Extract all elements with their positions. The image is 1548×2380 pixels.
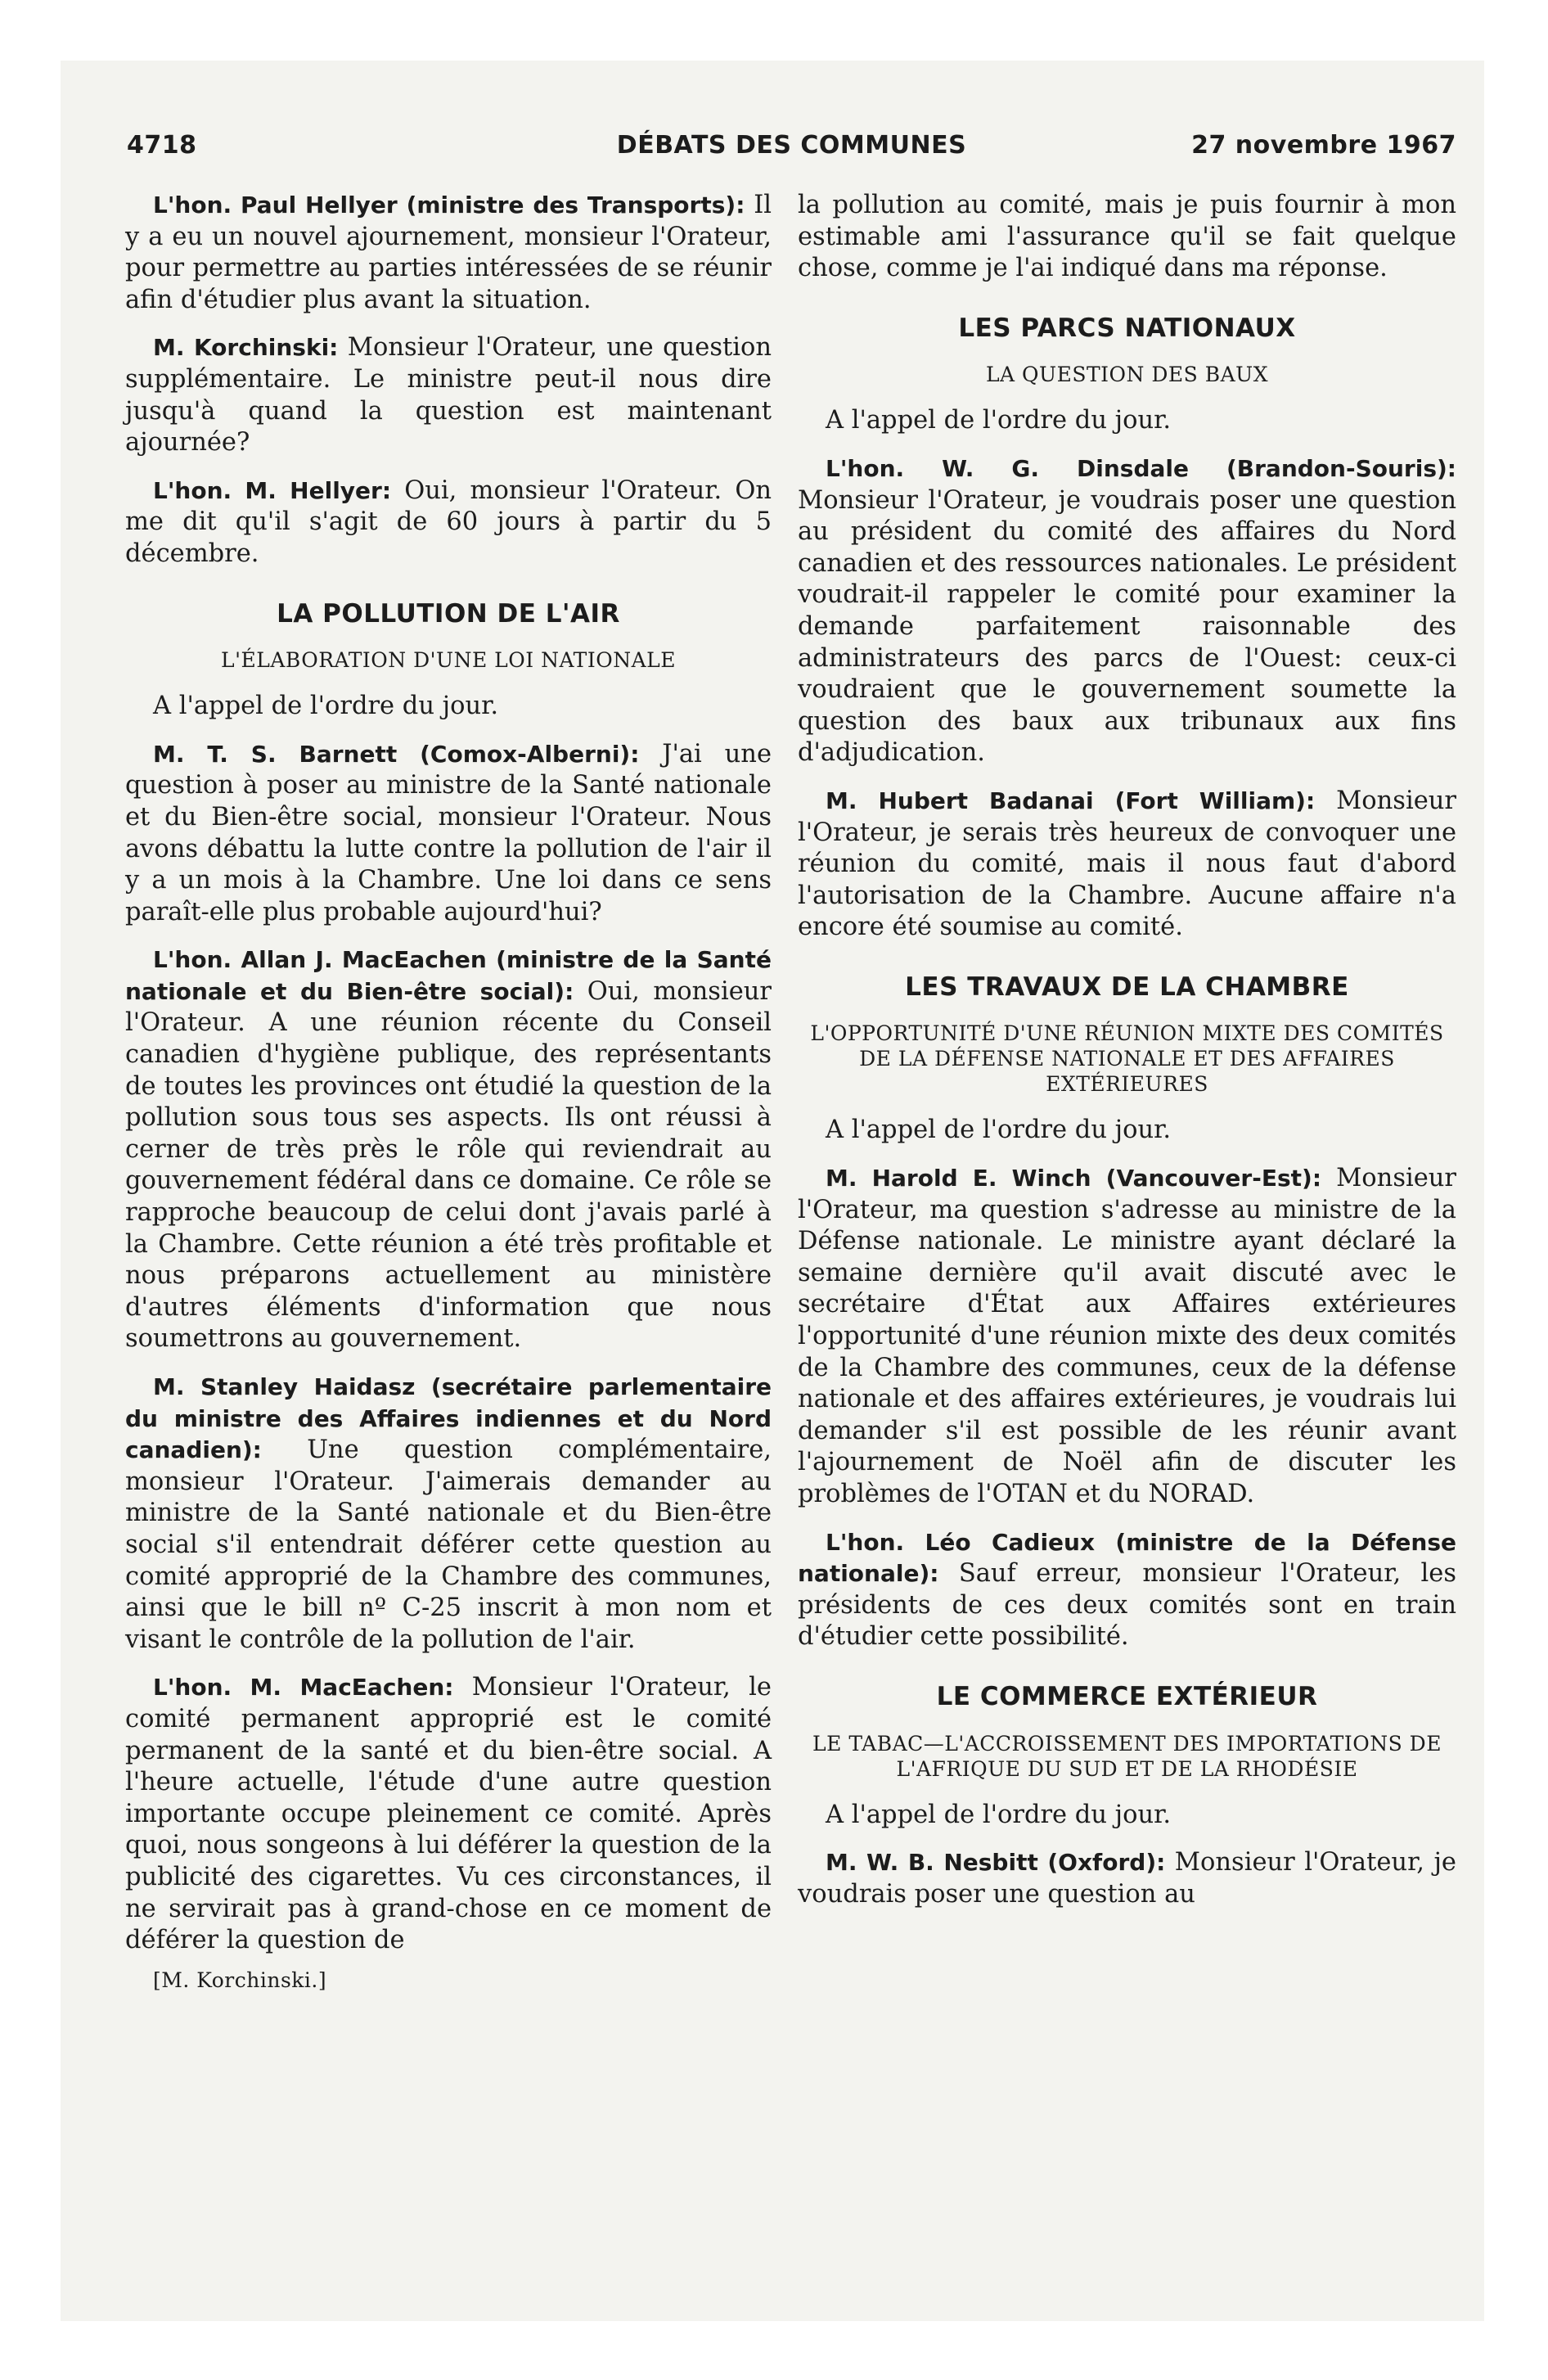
section-subheading: L'OPPORTUNITÉ D'UNE RÉUNION MIXTE DES COMITÉS DE LA DÉFENSE NATIONALE ET DES AFFAIRES EXTÉRIEURES: [810, 1021, 1444, 1097]
section-subheading: LA QUESTION DES BAUX: [985, 363, 1269, 387]
speaker-name: M. Stanley Haidasz (secrétaire parlementaire du ministre des Affaires indiennes et du Nord canadien):: [125, 1373, 772, 1464]
section-heading: LA POLLUTION DE L'AIR: [277, 598, 620, 629]
speech-text: Monsieur l'Orateur, ma question s'adresse au ministre de la Défense nationale. Le ministre ayant déclaré la semaine dernière qu'il avait discuté avec le secrétaire d'État aux Affaires extérieures l'opportunité d'une réunion mixte des deux comités de la Chambre des communes, ceux de la défense nationale et des affaires extérieures, je voudrais lui demander s'il est possible de les réunir avant l'ajournement de Noël afin de discuter les problèmes de l'OTAN et du NORAD.: [798, 1164, 1456, 1508]
speech-text: Monsieur l'Orateur, je voudrais poser une question au président du comité des affaires du Nord canadien et des ressources nationales. Le président voudrait-il rappeler le comité pour examiner la demande parfaitement raisonnable des administrateurs des parcs de l'Ouest: ceux-ci voudraient que le gouvernement soumette la question des baux aux tribunaux aux fins d'adjudication.: [798, 485, 1456, 768]
paragraph: [125, 332, 772, 458]
speech-text: Il y a eu un nouvel ajournement, monsieur l'Orateur, pour permettre au parties intéressées de se réunir afin d'étudier plus avant la situation.: [125, 191, 772, 314]
paragraph: A l'appel de l'ordre du jour.: [826, 1116, 1172, 1145]
paragraph: [798, 453, 1456, 769]
speech-text: Monsieur l'Orateur, je serais très heureux de convoquer une réunion du comité, mais il nous faut d'abord l'autorisation de la Chambre. Aucune affaire n'a encore été soumise au comité.: [798, 786, 1456, 942]
speech-text: Oui, monsieur l'Orateur. On me dit qu'il s'agit de 60 jours à partir du 5 décembre.: [125, 476, 772, 568]
paragraph: A l'appel de l'ordre du jour.: [826, 1800, 1172, 1829]
paragraph: la pollution au comité, mais je puis fournir à mon estimable ami l'assurance qu'il se fait quelque chose, comme je l'ai indiqué dans ma réponse.: [798, 191, 1456, 283]
paragraph: [798, 1847, 1456, 1910]
speaker-name: M. W. B. Nesbitt (Oxford):: [826, 1849, 1166, 1877]
speaker-name: L'hon. Allan J. MacEachen (ministre de la Santé nationale et du Bien-être social):: [125, 946, 772, 1005]
speech-text: Monsieur l'Orateur, une question supplémentaire. Le ministre peut-il nous dire jusqu'à quand la question est maintenant ajournée?: [125, 333, 772, 458]
paragraph: [798, 786, 1456, 944]
speech-text: Une question complémentaire, monsieur l'Orateur. J'aimerais demander au ministre de la Santé nationale et du Bien-être social s'il entendrait déférer cette question au comité approprié de la Chambre des communes, ainsi que le bill nº C-25 inscrit à mon nom et visant le contrôle de la pollution de l'air.: [125, 1436, 772, 1654]
section-subheading: L'ÉLABORATION D'UNE LOI NATIONALE: [221, 648, 676, 673]
paragraph: [125, 1372, 772, 1656]
section-heading: LES TRAVAUX DE LA CHAMBRE: [905, 971, 1349, 1002]
section-subheading: LE TABAC—L'ACCROISSEMENT DES IMPORTATIONS DE L'AFRIQUE DU SUD ET DE LA RHODÉSIE: [812, 1731, 1442, 1781]
paragraph: [125, 190, 772, 316]
speech-text: Sauf erreur, monsieur l'Orateur, les présidents de ces deux comités sont en train d'étudier cette possibilité.: [798, 1559, 1456, 1652]
speaker-name: L'hon. W. G. Dinsdale (Brandon-Souris):: [826, 454, 1456, 482]
paragraph: A l'appel de l'ordre du jour.: [826, 406, 1172, 435]
left-column: [125, 190, 772, 1996]
speaker-name: M. Hubert Badanai (Fort William):: [826, 787, 1316, 814]
speaker-name: L'hon. M. MacEachen:: [153, 1674, 454, 1702]
paragraph: A l'appel de l'ordre du jour.: [153, 692, 499, 721]
paragraph: [125, 739, 772, 929]
speech-text: Oui, monsieur l'Orateur. A une réunion récente du Conseil canadien d'hygiène publique, des représentants de toutes les provinces ont étudié la question de la pollution sous tous ses aspects. Ils ont réussi à cerner de très près le rôle qui reviendrait au gouvernement fédéral dans ce domaine. Ce rôle se rapproche beaucoup de celui dont j'avais parlé à la Chambre. Cette réunion a été très profitable et nous préparons actuellement au ministère d'autres éléments d'information que nous soumettrons au gouvernement.: [125, 976, 772, 1354]
speaker-name: M. Korchinski:: [153, 334, 339, 362]
paragraph: [125, 1672, 772, 1956]
paragraph: [125, 944, 772, 1355]
speaker-name: M. Harold E. Winch (Vancouver-Est):: [826, 1165, 1322, 1192]
paragraph: [798, 1527, 1456, 1653]
publication-title: DÉBATS DES COMMUNES: [616, 131, 967, 160]
right-column: [798, 190, 1456, 1927]
section-heading: LES PARCS NATIONAUX: [958, 313, 1296, 343]
speech-text: Monsieur l'Orateur, je voudrais poser une question au: [798, 1848, 1456, 1909]
speech-text: Monsieur l'Orateur, le comité permanent approprié est le comité permanent de la santé et du bien-être social. A l'heure actuelle, l'étude d'une autre question importante occupe pleinement ce comité. Après quoi, nous songeons à lui déférer la question de la publicité des cigarettes. Vu ces circonstances, il ne servirait pas à grand-chose en ce moment de déférer la question de: [125, 1673, 772, 1955]
page-date: 27 novembre 1967: [1191, 131, 1456, 160]
speaker-name: L'hon. Paul Hellyer (ministre des Transports):: [153, 192, 745, 219]
page-header: [127, 131, 1456, 172]
running-footnote: [M. Korchinski.]: [153, 1968, 327, 1992]
speaker-name: L'hon. Léo Cadieux (ministre de la Défense nationale):: [798, 1528, 1456, 1588]
section-heading: LE COMMERCE EXTÉRIEUR: [936, 1681, 1318, 1711]
paragraph: [125, 476, 772, 570]
paragraph: [798, 1163, 1456, 1511]
speaker-name: M. T. S. Barnett (Comox-Alberni):: [153, 740, 640, 768]
speaker-name: L'hon. M. Hellyer:: [153, 476, 392, 504]
speech-text: J'ai une question à poser au ministre de la Santé nationale et du Bien-être social, monsieur l'Orateur. Nous avons débattu la lutte contre la pollution de l'air il y a un mois à la Chambre. Une loi dans ce sens paraît-elle plus probable aujourd'hui?: [125, 739, 772, 926]
page-number: 4718: [127, 131, 197, 160]
